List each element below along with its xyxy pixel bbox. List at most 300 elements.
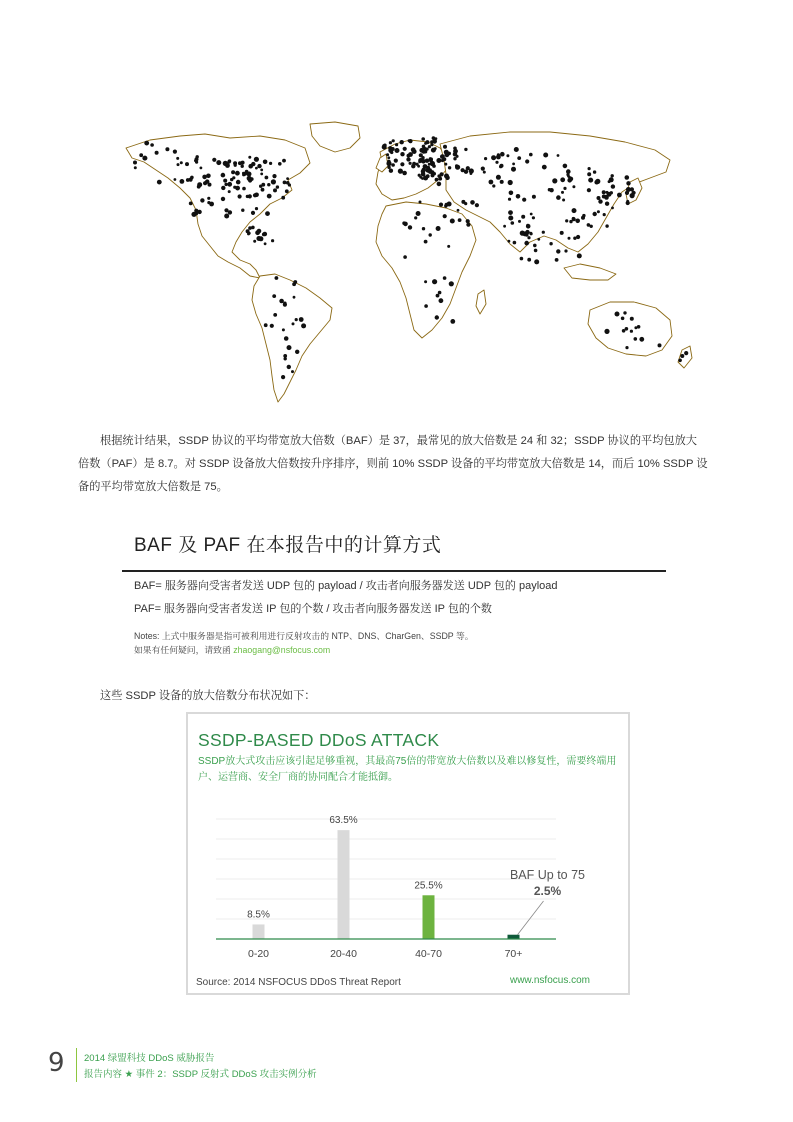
map-dot (625, 327, 629, 331)
map-dot (617, 193, 622, 198)
map-dot (588, 178, 593, 183)
map-dot (253, 193, 257, 197)
map-dot (517, 156, 521, 160)
map-dot (242, 172, 245, 175)
map-dot (272, 174, 276, 178)
map-dot (516, 194, 521, 199)
map-dot (432, 164, 436, 168)
map-dot (569, 177, 574, 182)
definition-notes (134, 629, 474, 657)
map-dot (532, 195, 536, 199)
map-dot (426, 148, 429, 151)
map-indonesia (564, 264, 616, 280)
map-dot (522, 198, 526, 202)
map-dot (625, 191, 629, 195)
map-dot (273, 188, 277, 192)
map-dot (255, 167, 258, 170)
map-dot (271, 239, 274, 242)
map-dot (155, 151, 159, 155)
map-dot (604, 329, 609, 334)
map-dot (230, 178, 233, 181)
map-dot (503, 225, 506, 228)
map-dot (529, 232, 532, 235)
map-dot (428, 169, 433, 174)
map-dot (500, 180, 504, 184)
map-dot (542, 231, 545, 234)
map-dot (402, 171, 407, 176)
map-dot (428, 145, 431, 148)
map-dot (560, 231, 564, 235)
map-dot (483, 171, 486, 174)
map-dot (593, 170, 596, 173)
map-dot (508, 240, 511, 243)
map-dot (434, 147, 437, 150)
map-dot (587, 172, 591, 176)
map-dot (238, 194, 242, 198)
bar-20-40 (338, 830, 350, 939)
map-dot (389, 169, 393, 173)
map-dot (513, 241, 517, 245)
map-dot (453, 152, 458, 157)
map-dot (611, 174, 614, 177)
map-dot (572, 208, 577, 213)
paragraph-line-2: 倍数（PAF）是 8.7。对 SSDP 设备放大倍数按升序排序，则前 10% SSDP 设备的平均带宽放大倍数是 14，而后 10% SSDP 设 (78, 458, 708, 470)
map-dot (447, 245, 450, 248)
map-dot (275, 276, 279, 280)
map-dot (564, 249, 567, 252)
map-dot (450, 219, 455, 224)
map-dot (626, 181, 630, 185)
map-dot (565, 219, 568, 222)
map-dot (556, 249, 560, 253)
map-dot (678, 359, 682, 363)
map-dot (602, 190, 606, 194)
map-dot (552, 178, 557, 183)
map-dot (508, 198, 511, 201)
map-dot (284, 336, 289, 341)
map-dot (443, 145, 447, 149)
tick-label-40-70: 40-70 (415, 948, 442, 960)
map-dot (245, 170, 249, 174)
map-dot (207, 197, 210, 200)
map-dot (197, 185, 201, 189)
map-dot (506, 154, 509, 157)
map-dot (200, 167, 203, 170)
map-dot (444, 174, 449, 179)
definition-box-title: BAF 及 PAF 在本报告中的计算方式 (134, 535, 442, 556)
map-dot (387, 166, 390, 169)
map-dot (287, 345, 292, 350)
map-dot (272, 294, 276, 298)
map-dot (470, 200, 475, 205)
chart-card-subtitle: SSDP放大式攻击应该引起足够重视，其最高75倍的带宽放大倍数以及难以修复性，需要终端用户、运营商、安全厂商的协同配合才能抵御。 (198, 756, 617, 783)
map-dot (402, 221, 406, 225)
map-dot (481, 167, 485, 171)
map-dot (264, 323, 268, 327)
map-dot (408, 139, 411, 142)
map-dot (424, 240, 428, 244)
map-dot (387, 156, 390, 159)
map-australia (588, 302, 672, 356)
map-dot (295, 318, 298, 321)
map-dot (549, 242, 552, 245)
map-dot (443, 157, 447, 161)
map-dot (453, 157, 456, 160)
map-dot (248, 156, 251, 159)
map-dot (432, 279, 437, 284)
map-dot (248, 232, 251, 235)
map-dot (443, 276, 447, 280)
paf-formula: PAF= 服务器向受害者发送 IP 包的个数 / 攻击者向服务器发送 IP 包的个数 (134, 603, 492, 615)
map-dot (630, 187, 634, 191)
map-dot (593, 212, 597, 216)
map-dot (173, 150, 177, 154)
bar-0-20 (253, 924, 265, 939)
map-dot (509, 191, 514, 196)
map-dot (576, 235, 580, 239)
map-dot (221, 197, 225, 201)
map-dot (142, 156, 147, 161)
map-dot (409, 162, 412, 165)
map-dot (269, 162, 272, 165)
map-dot (416, 163, 419, 166)
map-dot (299, 317, 304, 322)
map-dot (419, 153, 423, 157)
map-dot (292, 322, 295, 325)
map-dot (484, 157, 487, 160)
map-dot (278, 162, 282, 166)
map-dot (186, 178, 190, 182)
map-dot (603, 213, 606, 216)
map-dot (611, 184, 615, 188)
map-dot (228, 190, 231, 193)
map-dot (238, 161, 242, 165)
map-dot (293, 280, 297, 284)
map-dot (177, 163, 180, 166)
map-dot (448, 166, 451, 169)
map-dot (588, 167, 591, 170)
map-dot (293, 296, 296, 299)
map-dot (514, 147, 519, 152)
map-dot (285, 189, 289, 193)
map-dot (530, 213, 533, 216)
map-dot (508, 216, 513, 221)
map-dot (273, 313, 277, 317)
map-dot (406, 157, 410, 161)
map-dot (257, 229, 262, 234)
map-dot (287, 365, 291, 369)
map-dot (511, 221, 515, 225)
map-greenland (310, 122, 360, 152)
map-dot (408, 225, 412, 229)
map-dot (464, 170, 468, 174)
map-dot (432, 139, 437, 144)
map-dot (400, 140, 404, 144)
map-dot (623, 311, 626, 314)
map-dot (224, 214, 229, 219)
paragraph-line-1: 根据统计结果，SSDP 协议的平均带宽放大倍数（BAF）是 37，最常见的放大倍数是 24 和 32；SSDP 协议的平均包放大 (100, 435, 697, 447)
map-dot (439, 203, 443, 207)
map-dot (382, 145, 387, 150)
map-new-zealand (678, 346, 692, 368)
notes-line-2 (134, 643, 474, 657)
map-dot (436, 226, 441, 231)
map-dot (634, 337, 638, 341)
map-dot (205, 179, 209, 183)
map-dot (227, 160, 231, 164)
chart-card-title: SSDP-BASED DDoS ATTACK (198, 730, 440, 750)
map-dot (388, 149, 392, 153)
map-dot (270, 324, 274, 328)
map-dot (419, 201, 422, 204)
map-dot (421, 137, 425, 141)
page-number: 9 (48, 1048, 65, 1078)
map-dot (248, 164, 253, 169)
tick-label-20-40: 20-40 (330, 948, 357, 960)
map-dot (556, 195, 561, 200)
map-dot (267, 183, 270, 186)
map-dot (430, 143, 433, 146)
map-dot (400, 152, 404, 156)
map-dot (532, 216, 535, 219)
chart-source: Source: 2014 NSFOCUS DDoS Threat Report (196, 977, 401, 988)
map-dot (221, 173, 226, 178)
map-dot (276, 185, 279, 188)
paragraph-line-3: 备的平均带宽放大倍数是 75。 (78, 481, 228, 493)
chart-gridlines (216, 819, 556, 939)
map-dot (241, 165, 244, 168)
map-dot (444, 163, 447, 166)
map-dot (489, 180, 494, 185)
map-dot (267, 194, 272, 199)
map-dot (511, 167, 516, 172)
map-dot (225, 163, 230, 168)
map-dot (282, 328, 285, 331)
map-dot (626, 200, 629, 203)
map-dot (412, 149, 417, 154)
map-dot (439, 298, 444, 303)
map-dot (560, 177, 565, 182)
map-dot (587, 188, 591, 192)
map-dot (563, 187, 566, 190)
map-dot (283, 303, 287, 307)
annotation-leader-line (518, 901, 544, 935)
tick-label-70+: 70+ (504, 948, 523, 960)
map-dot (242, 187, 246, 191)
map-dot (257, 164, 261, 168)
map-dot (607, 192, 612, 197)
chart-website-link[interactable]: www.nsfocus.com (509, 975, 590, 986)
map-dot (227, 182, 232, 187)
map-africa (376, 202, 476, 338)
map-dot (236, 180, 241, 185)
map-dot (625, 175, 630, 180)
map-dot (282, 159, 286, 163)
baf-formula: BAF= 服务器向受害者发送 UDP 包的 payload / 攻击者向服务器发送 UDP 包的 payload (134, 580, 558, 592)
map-dot (395, 143, 398, 146)
map-madagascar (476, 290, 486, 314)
footer-divider (76, 1048, 77, 1082)
value-label-20-40: 63.5% (329, 815, 358, 827)
map-dot (520, 257, 524, 261)
map-dot (597, 210, 600, 213)
statistics-paragraph (78, 430, 720, 499)
value-label-0-20: 8.5% (247, 909, 270, 921)
map-dot (595, 179, 600, 184)
map-dot (521, 215, 525, 219)
map-dot (197, 210, 201, 214)
map-dot (625, 346, 628, 349)
map-dot (414, 216, 417, 219)
map-dot (157, 180, 162, 185)
map-dot (256, 236, 261, 241)
map-dot (241, 209, 244, 212)
map-dot (455, 165, 460, 170)
map-dot (231, 170, 235, 174)
map-dot (286, 181, 290, 185)
map-dot (572, 185, 575, 188)
map-dot (605, 202, 609, 206)
map-dot (180, 161, 183, 164)
map-south-america (252, 274, 332, 402)
map-dot (444, 150, 449, 155)
map-dot (403, 255, 407, 259)
map-dot (561, 191, 564, 194)
map-dot (425, 140, 429, 144)
map-dot (423, 176, 428, 181)
map-dot (508, 210, 513, 215)
map-dot (389, 141, 392, 144)
map-dot (658, 343, 662, 347)
definition-box-rule (122, 570, 666, 572)
footer-report-title: 2014 绿盟科技 DDoS 威胁报告 (84, 1053, 215, 1064)
map-dot (228, 210, 232, 214)
map-dot (566, 173, 569, 176)
map-dot (555, 258, 559, 262)
map-dot (392, 139, 395, 142)
map-dot (403, 147, 407, 151)
map-dot (534, 249, 538, 253)
map-dot (630, 193, 635, 198)
contact-email-link[interactable]: zhaogang@nsfocus.com (233, 645, 331, 655)
map-dot (512, 163, 515, 166)
map-dot (301, 323, 306, 328)
map-dot (253, 240, 256, 243)
map-dot (634, 326, 637, 329)
map-dot (176, 157, 179, 160)
map-dot (425, 159, 429, 163)
map-dot (568, 237, 571, 240)
map-dot (185, 162, 189, 166)
map-dot (223, 179, 227, 183)
bar-40-70 (423, 895, 435, 939)
value-label-40-70: 25.5% (414, 880, 443, 892)
map-dot (424, 280, 427, 283)
map-dot (450, 319, 455, 324)
map-dot (572, 217, 576, 221)
map-dot (279, 299, 284, 304)
map-dot (216, 160, 221, 165)
map-dot (291, 370, 294, 373)
map-dot (429, 157, 433, 161)
map-dot (139, 153, 143, 157)
map-dot (194, 159, 197, 162)
map-dot (597, 196, 601, 200)
map-dot (235, 186, 240, 191)
map-dot (263, 232, 268, 237)
map-dot (438, 291, 442, 295)
baf-distribution-chart (188, 714, 628, 993)
map-dot (500, 164, 504, 168)
map-dot (562, 199, 565, 202)
map-dot (466, 223, 470, 227)
map-dot (391, 163, 395, 167)
map-dot (435, 315, 439, 319)
map-dot (271, 179, 276, 184)
map-dot (421, 177, 424, 180)
map-dot (248, 226, 252, 230)
map-dot (438, 159, 441, 162)
footer-section-breadcrumb: 报告内容 ★ 事件 2：SSDP 反射式 DDoS 攻击实例分析 (84, 1069, 317, 1080)
chart-bars (253, 830, 520, 939)
map-dot (134, 166, 137, 169)
map-dot (144, 141, 149, 146)
map-dot (260, 169, 263, 172)
map-dot (283, 181, 287, 185)
map-dot (437, 174, 440, 177)
map-dot (598, 199, 602, 203)
map-dot (421, 160, 424, 163)
map-dot (284, 357, 287, 360)
map-dot (133, 161, 137, 165)
map-dot (261, 183, 265, 187)
map-dot (265, 176, 269, 180)
map-dot (165, 147, 169, 151)
map-dot (246, 195, 249, 198)
map-dot (255, 207, 258, 210)
map-dot (615, 312, 620, 317)
map-dot (495, 161, 498, 164)
map-dot (527, 236, 530, 239)
map-dot (475, 203, 479, 207)
map-dot (196, 155, 199, 158)
map-dot (548, 188, 551, 191)
map-dot (200, 198, 204, 202)
map-dot (150, 143, 154, 147)
map-dot (209, 202, 214, 207)
map-dot (491, 155, 496, 160)
map-dot (630, 317, 634, 321)
world-map-svg (110, 118, 700, 408)
map-dot (621, 317, 625, 321)
map-dot (422, 168, 426, 172)
map-dot (525, 159, 529, 163)
map-dot (449, 281, 454, 286)
map-dot (496, 175, 501, 180)
map-dot (422, 227, 425, 230)
annotation-baf-up-to: BAF Up to 75 (509, 868, 586, 882)
map-dot (398, 169, 403, 174)
map-dot (611, 207, 614, 210)
map-dot (386, 153, 389, 156)
map-dot (680, 354, 684, 358)
map-dot (581, 216, 585, 220)
map-dot (254, 157, 259, 162)
map-dot (265, 211, 270, 216)
map-dot (281, 196, 285, 200)
map-dot (234, 164, 237, 167)
map-dot (458, 218, 462, 222)
